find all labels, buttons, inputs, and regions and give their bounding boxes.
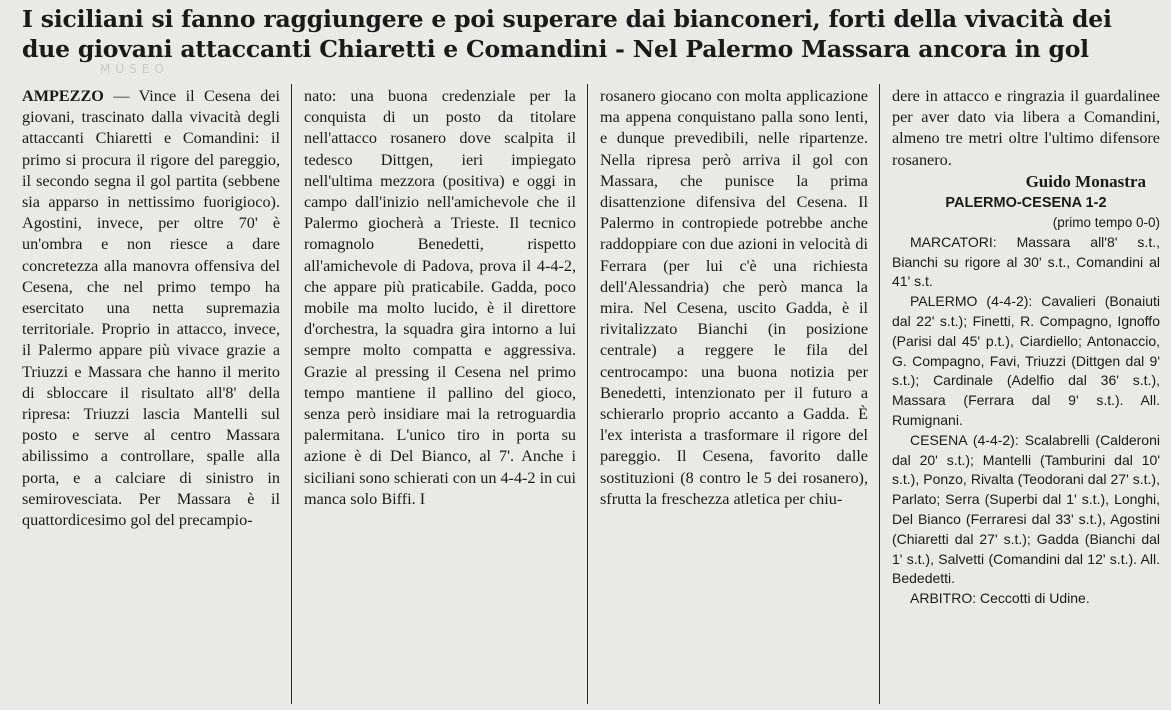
palermo-lineup: PALERMO (4-4-2): Cavalieri (Bonaiuti dal 22' s.t.); Finetti, R. Compagno, Ignoffo (Parisi dal 45' p.t.), Ciardiello; Antonaccio, G. Compagno, Favi, Triuzzi (Dittgen dal 9' s.t.); Cardinale (Adelfio dal 36' s.t.), Massara (Ferrara dal 9' s.t.). All. Rumignani. — [892, 293, 1160, 428]
match-result: PALERMO-CESENA 1-2 — [945, 194, 1107, 211]
watermark-text: MUSEO — [100, 62, 169, 76]
cesena-lineup: CESENA (4-4-2): Scalabrelli (Calderoni dal 20' s.t.); Mantelli (Tamburini dal 10' s.t.), Ponzo, Rivalta (Teodorani dal 27' s.t.), Parlato; Serra (Superbi dal 1' s.t.), Longhi, Del Bianco (Ferraresi dal 33' s.t.), Agostini (Chiaretti dal 27' s.t.); Gadda (Bianchi dal 1' s.t.), Salvetti (Comandini dal 12' s.t.). All. Bededetti. — [892, 431, 1160, 587]
museo-watermark — [100, 62, 1140, 76]
article-column-3 — [600, 86, 868, 706]
dateline: AMPEZZO — [22, 87, 104, 105]
arbitro: ARBITRO: Ceccotti di Udine. — [910, 590, 1090, 607]
headline-line-1: I siciliani si fanno raggiungere e poi superare dai bianconeri, forti della vivacità dei — [22, 5, 1112, 33]
column-4-text: dere in attacco e ringrazia il guardalinee per aver dato via libera a Comandini, almeno tre metri oltre l'ultimo difensore rosanero. — [892, 87, 1160, 169]
column-rule — [291, 84, 292, 704]
column-1-text: — Vince il Cesena dei giovani, trascinato dalla vivacità degli attaccanti Chiaretti e Comandini: il primo si procura il rigore del pareggio, il secondo segna il gol partita (sebbene sia apparso in nettissimo fuorigioco). Agostini, invece, per oltre 70' è un'ombra e non riesce a dare concretezza alla manovra offensiva del Cesena, che nel primo tempo ha esercitato una netta supremazia territoriale. Proprio in attacco, invece, il Palermo appare più vivace grazie a Triuzzi e Massara che hanno il merito di sbloccare il risultato all'8' della ripresa: Triuzzi lascia Mantelli sul posto e serve al centro Massara abilissimo a controllare, spalle alla porta, e a calciare di sinistro in semirovesciata. Per Massara è il quattordicesimo gol del precampio- — [22, 87, 280, 530]
article-column-2 — [304, 86, 576, 706]
byline: Guido Monastra — [1025, 171, 1146, 191]
article-column-4 — [892, 86, 1160, 706]
marcatori: MARCATORI: Massara all'8' s.t., Bianchi su rigore al 30' s.t., Comandini al 41' s.t. — [892, 233, 1160, 290]
column-2-text: nato: una buona credenziale per la conquista di un posto da titolare nell'attacco rosanero dove scalpita il tedesco Dittgen, ieri impiegato nell'ultima mezzora (positiva) e oggi in campo dall'inizio nell'amichevole che il Palermo giocherà a Trieste. Il tecnico romagnolo Benedetti, rispetto all'amichevole di Padova, prova il 4-4-2, che appare più praticabile. Gadda, poco mobile ma molto lucido, è il direttore d'orchestra, la squadra gira intorno a lui sempre molto compatta e aggressiva. Grazie al pressing il Cesena nel primo tempo mantiene il pallino del gioco, senza però insidiare mai la retroguardia palermitana. L'unico tiro in porta su azione è di Del Bianco, al 7'. Anche i siciliani sono schierati con un 4-4-2 in cui manca solo Biffi. I — [304, 87, 576, 508]
article-column-1 — [22, 86, 280, 706]
column-rule — [587, 84, 588, 704]
column-rule — [879, 84, 880, 704]
headline — [22, 4, 1152, 64]
column-3-text: rosanero giocano con molta applicazione ma appena conquistano palla sono lenti, e dunque prevedibili, nelle ripartenze. Nella ripresa però arriva il gol con Massara, che punisce la prima disattenzione difensiva del Cesena. Il Palermo in contropiede potrebbe anche raddoppiare con due azioni in velocità di Ferrara (per lui c'è una richiesta dell'Alessandria) che però manca la mira. Nel Cesena, uscito Gadda, è il rivitalizzato Bianchi (in posizione centrale) a reggere le fila del centrocampo: una buona notizia per Benedetti, intenzionato per il futuro a schierarlo proprio accanto a Gadda. È l'ex interista a trasformare il rigore del pareggio. Il Cesena, favorito dalle sostituzioni (8 contro le 5 dei rosanero), sfrutta la freschezza atletica per chiu- — [600, 87, 868, 508]
headline-line-2: due giovani attaccanti Chiaretti e Comandini - Nel Palermo Massara ancora in gol — [22, 35, 1089, 63]
halftime-score: (primo tempo 0-0) — [1052, 214, 1160, 230]
